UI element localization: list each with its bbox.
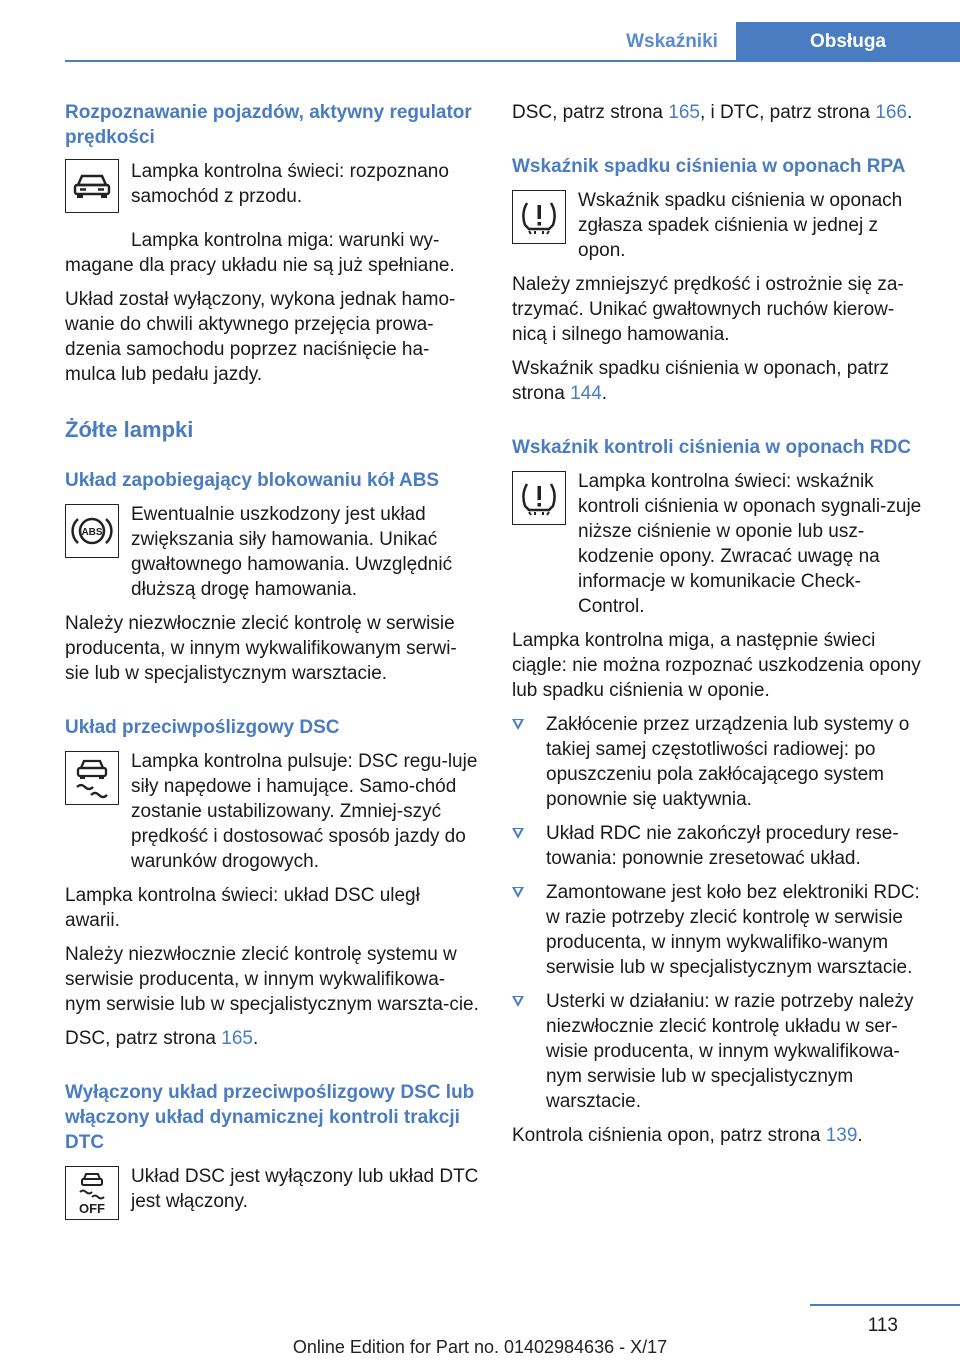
page-number: 113 <box>867 1315 898 1336</box>
page-link-139[interactable]: 139 <box>825 1125 858 1146</box>
rdc-bullet-list <box>512 712 926 1114</box>
indicator-vehicle-detection <box>65 159 479 219</box>
page-link-144[interactable]: 144 <box>570 383 602 404</box>
section-title-rpa: Wskaźnik spadku ciśnienia w oponach RPA <box>512 156 906 177</box>
footer-rule <box>810 1304 960 1306</box>
car-ahead-icon <box>65 159 119 213</box>
rdc-reference: Kontrola ciśnienia opon, patrz strona 139. <box>512 1125 863 1146</box>
list-item: Zakłócenie przez urządzenia lub systemy o takiej samej częstotliwości radiowej: po opuszczeniu pola zakłócającego system ponownie się uaktywnia. <box>512 712 926 812</box>
page-link-165b[interactable]: 165 <box>668 102 700 123</box>
list-item: Usterki w działaniu: w razie potrzeby należy niezwłocznie zlecić kontrolę układu w ser-wisie producenta, w innym wykwalifikowa-nym serwisie lub w specjalistycznym warsztacie. <box>512 989 926 1114</box>
rpa-reference: Wskaźnik spadku ciśnienia w oponach, patrz strona 144. <box>512 358 890 404</box>
rdc-text-2: Lampka kontrolna miga, a następnie świeci ciągle: nie można rozpoznać uszkodzenia opony lub spadku ciśnienia w oponie. <box>512 630 921 701</box>
triangle-bullet-icon <box>512 996 524 1007</box>
dsc-reference: DSC, patrz strona 165. <box>65 1028 259 1049</box>
section-title-dsc: Układ przeciwpoślizgowy DSC <box>65 717 340 738</box>
triangle-bullet-icon <box>512 828 524 839</box>
svg-text:ABS: ABS <box>81 527 103 538</box>
tab-obsluga[interactable]: Obsługa <box>736 22 960 62</box>
abs-icon <box>65 504 119 558</box>
tab-wskazniki[interactable]: Wskaźniki <box>626 31 718 52</box>
section-title-abs: Układ zapobiegający blokowaniu kół ABS <box>65 470 440 491</box>
dsc-text-3: Należy niezwłocznie zlecić kontrolę systemu w serwisie producenta, w innym wykwalifikowa-nym serwisie lub w specjalistycznym warszta-cie. <box>65 944 479 1015</box>
list-item: Zamontowane jest koło bez elektroniki RDC: w razie potrzeby zlecić kontrolę w serwisie producenta, w innym wykwalifiko-wanym serwisie lub w specjalistycznym warsztacie. <box>512 880 926 980</box>
indicator-dsc-off <box>65 1164 479 1224</box>
page-link-165[interactable]: 165 <box>221 1028 253 1049</box>
tire-pressure-icon <box>512 190 566 244</box>
rpa-text-1: Wskaźnik spadku ciśnienia w oponach zgłasza spadek ciśnienia w jednej z opon. <box>578 190 903 261</box>
left-column <box>65 100 479 1224</box>
dsc-text-2: Lampka kontrolna świeci: układ DSC uległ awarii. <box>65 885 420 931</box>
vehicle-detection-text-2: Lampka kontrolna miga: warunki wy-magane dla pracy układu nie są już spełniane. <box>65 230 455 276</box>
abs-text-2: Należy niezwłocznie zlecić kontrolę w serwisie producenta, w innym wykwalifikowanym serwi-sie lub w specjalistycznym warsztacie. <box>65 613 457 684</box>
triangle-bullet-icon <box>512 887 524 898</box>
section-title-vehicle-detection: Rozpoznawanie pojazdów, aktywny regulator prędkości <box>65 102 472 148</box>
dsc-icon <box>65 751 119 805</box>
indicator-rdc <box>512 469 926 619</box>
list-item: Układ RDC nie zakończył procedury rese-towania: ponownie zresetować układ. <box>512 821 926 871</box>
rpa-text-2: Należy zmniejszyć prędkość i ostrożnie się za-trzymać. Unikać gwałtownych ruchów kierow-nicą i silnego hamowania. <box>512 274 904 345</box>
page-link-166[interactable]: 166 <box>875 102 907 123</box>
section-title-dsc-off-dtc: Wyłączony układ przeciwpoślizgowy DSC lub włączony układ dynamicznej kontroli trakcji DTC <box>65 1082 475 1153</box>
indicator-abs <box>65 502 479 602</box>
dsc-dtc-reference: DSC, patrz strona 165, i DTC, patrz strona 166. <box>512 102 913 123</box>
right-column <box>512 100 926 1148</box>
edition-footer: Online Edition for Part no. 01402984636 - X/17 <box>292 1337 668 1357</box>
abs-text-1: Ewentualnie uszkodzony jest układ zwiększania siły hamowania. Unikać gwałtownego hamowania. Uwzględnić dłuższą drogę hamowania. <box>131 504 453 600</box>
svg-text:OFF: OFF <box>79 1201 105 1216</box>
indicator-rpa <box>512 188 926 263</box>
tire-pressure-icon <box>512 471 566 525</box>
dsc-text-1: Lampka kontrolna pulsuje: DSC regu-luje siły napędowe i hamujące. Samo-chód zostanie ustabilizowany. Zmniej-szyć prędkość i dostosować sposób jazdy do warunków drogowych. <box>131 751 478 872</box>
dsc-off-icon <box>65 1166 119 1220</box>
triangle-bullet-icon <box>512 719 524 730</box>
dsc-off-text-1: Układ DSC jest wyłączony lub układ DTC jest włączony. <box>131 1166 479 1212</box>
section-heading-yellow-lamps: Żółte lampki <box>65 417 194 442</box>
rdc-text-1: Lampka kontrolna świeci: wskaźnik kontroli ciśnienia w oponach sygnali-zuje niższe ciśnienie w oponie lub usz-kodzenie opony. Zwracać uwagę na informacje w komunikacie Check-Control. <box>578 471 922 617</box>
vehicle-detection-text-1: Lampka kontrolna świeci: rozpoznano samochód z przodu. <box>131 161 449 207</box>
indicator-dsc <box>65 749 479 874</box>
section-title-rdc: Wskaźnik kontroli ciśnienia w oponach RDC <box>512 437 912 458</box>
vehicle-detection-text-3: Układ został wyłączony, wykona jednak hamo-wanie do chwili aktywnego przejęcia prowa-dzenia samochodu poprzez naciśnięcie ha-mulca lub pedału jazdy. <box>65 289 456 385</box>
